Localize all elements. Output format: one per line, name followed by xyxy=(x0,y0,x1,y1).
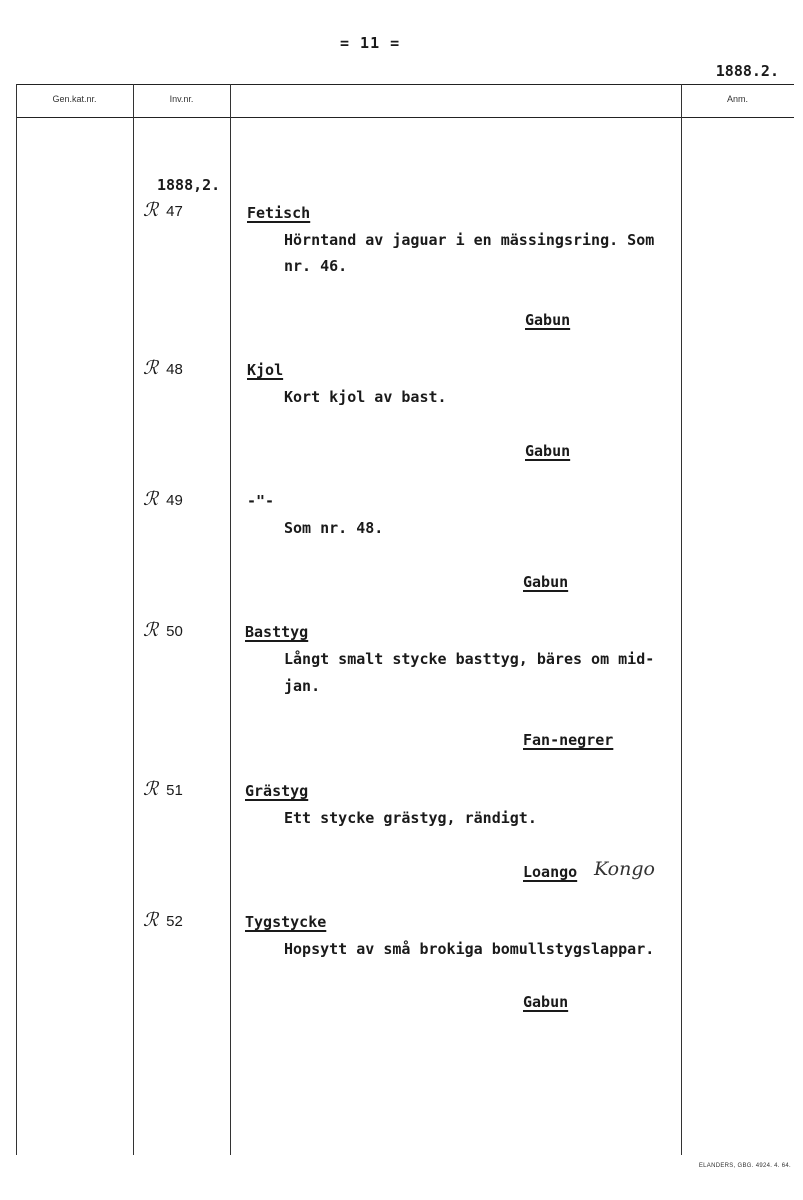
inventory-number-value: 48 xyxy=(166,361,183,378)
inventory-number xyxy=(143,619,183,641)
entry-origin: Gabun xyxy=(525,442,571,460)
entry-title: Fetisch xyxy=(247,204,311,222)
entry-description-line: nr. 46. xyxy=(284,257,348,275)
column-divider-inv xyxy=(230,84,231,1155)
entry-description-line: Hopsytt av små brokiga bomullstygslappar. xyxy=(284,940,655,958)
column-header-gen-kat: Gen.kat.nr. xyxy=(52,94,97,104)
entry-title: -"- xyxy=(247,492,275,510)
page-year: 1888.2. xyxy=(715,62,779,80)
inventory-number xyxy=(143,488,183,510)
entry-title: Kjol xyxy=(247,361,284,379)
table-left-border xyxy=(16,84,17,1155)
inventory-number xyxy=(143,909,183,931)
entry-title: Basttyg xyxy=(245,623,309,641)
inventory-number-value: 51 xyxy=(166,782,183,799)
entry-origin: Gabun xyxy=(523,573,569,591)
handwritten-origin-note: Kongo xyxy=(594,858,655,880)
entry-origin: Gabun xyxy=(523,993,569,1011)
registration-mark: ℛ xyxy=(143,619,159,641)
column-divider-anm xyxy=(681,84,682,1155)
column-divider-gen-kat xyxy=(133,84,134,1155)
entry-title: Grästyg xyxy=(245,782,309,800)
registration-mark: ℛ xyxy=(143,199,159,221)
inventory-number-value: 47 xyxy=(166,203,183,220)
registration-mark: ℛ xyxy=(143,488,159,510)
inventory-number-value: 52 xyxy=(166,913,183,930)
entry-origin: Fan-negrer xyxy=(523,731,614,749)
inventory-number xyxy=(143,199,183,221)
entry-origin: Gabun xyxy=(525,311,571,329)
registration-mark: ℛ xyxy=(143,778,159,800)
inventory-number-value: 50 xyxy=(166,623,183,640)
entry-description-line: jan. xyxy=(284,677,321,695)
registration-mark: ℛ xyxy=(143,357,159,379)
printer-imprint: ELANDERS, GBG. 4924. 4. 64. xyxy=(698,1163,791,1169)
entry-description-line: Kort kjol av bast. xyxy=(284,388,447,406)
entry-description-line: Ett stycke grästyg, rändigt. xyxy=(284,809,537,827)
entry-title: Tygstycke xyxy=(245,913,327,931)
inventory-number-value: 49 xyxy=(166,492,183,509)
entry-description-line: Hörntand av jaguar i en mässingsring. Som xyxy=(284,231,655,249)
inventory-number xyxy=(143,357,183,379)
entry-description-line: Långt smalt stycke basttyg, bäres om mid- xyxy=(284,650,655,668)
section-year: 1888,2. xyxy=(157,176,221,194)
entry-description-line: Som nr. 48. xyxy=(284,519,384,537)
entry-origin: Loango xyxy=(523,863,578,881)
page-number: = 11 = xyxy=(340,34,401,52)
registration-mark: ℛ xyxy=(143,909,159,931)
inventory-number xyxy=(143,778,183,800)
column-header-anm: Anm. xyxy=(726,94,748,104)
column-header-inv: Inv.nr. xyxy=(169,94,194,104)
